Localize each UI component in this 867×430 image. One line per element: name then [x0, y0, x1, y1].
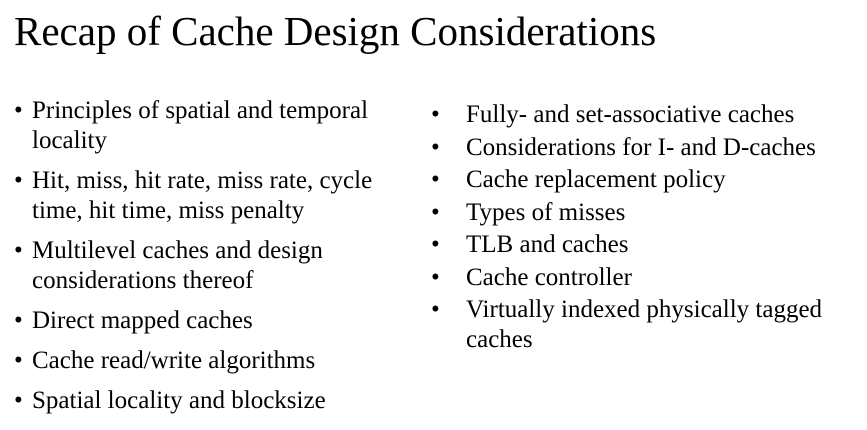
bullet-icon: • [431, 166, 440, 193]
list-item [14, 346, 424, 376]
list-item-text: Types of misses [466, 198, 626, 226]
list-item [428, 295, 863, 355]
bullet-icon: • [14, 237, 23, 264]
list-item-text: Multilevel caches and design considerations thereof [32, 237, 323, 294]
list-item-text: Direct mapped caches [32, 307, 253, 334]
list-item [14, 236, 424, 296]
list-item [14, 166, 424, 226]
bullet-icon: • [14, 347, 23, 374]
list-item-text: Considerations for I- and D-caches [466, 133, 816, 161]
list-item [428, 198, 863, 228]
left-bullet-list [14, 96, 424, 426]
bullet-icon: • [431, 198, 440, 226]
list-item [428, 230, 863, 260]
bullet-icon: • [431, 101, 440, 128]
slide-title: Recap of Cache Design Considerations [14, 8, 657, 54]
list-item [14, 306, 424, 336]
list-item [428, 133, 863, 163]
bullet-icon: • [14, 307, 23, 334]
list-item-text: Principles of spatial and temporal locality [32, 97, 369, 154]
bullet-icon: • [431, 133, 440, 161]
list-item [14, 96, 424, 156]
list-item-text: Hit, miss, hit rate, miss rate, cycle time, hit time, miss penalty [32, 167, 373, 224]
list-item [428, 100, 863, 130]
bullet-icon: • [431, 231, 440, 258]
list-item-text: Virtually indexed physically tagged caches [466, 296, 823, 353]
bullet-icon: • [14, 167, 23, 194]
list-item-text: Cache controller [466, 263, 632, 291]
list-item-text: Cache read/write algorithms [32, 347, 316, 374]
bullet-icon: • [431, 296, 440, 323]
list-item-text: Fully- and set-associative caches [466, 101, 795, 128]
list-item-text: Cache replacement policy [466, 166, 726, 193]
list-item [428, 263, 863, 293]
list-item-text: Spatial locality and blocksize [32, 387, 326, 414]
list-item [14, 386, 424, 416]
right-bullet-list [428, 100, 863, 358]
bullet-icon: • [431, 263, 440, 291]
bullet-icon: • [14, 387, 23, 414]
list-item [428, 165, 863, 195]
list-item-text: TLB and caches [466, 231, 629, 258]
bullet-icon: • [14, 97, 23, 124]
